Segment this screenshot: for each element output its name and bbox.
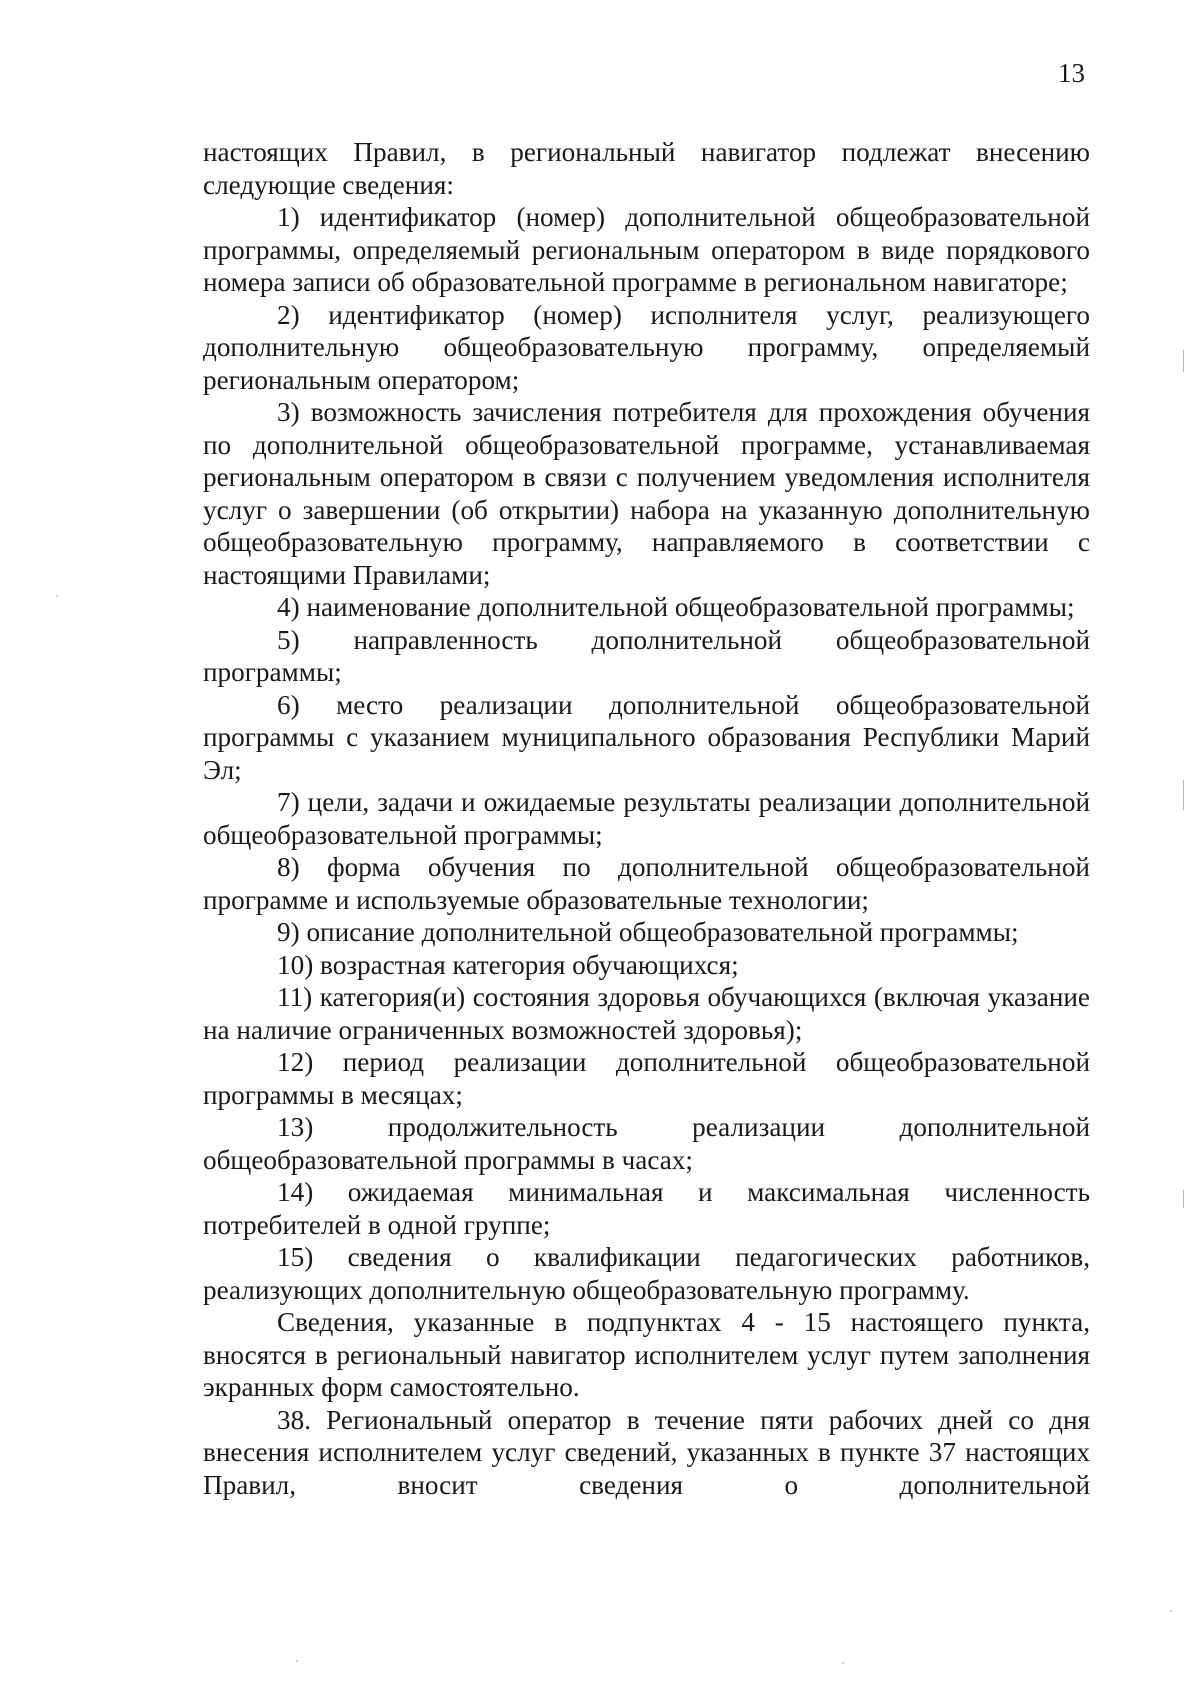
page-number: 13 [1058, 58, 1085, 88]
list-item-4: 4) наименование дополнительной общеобразовательной программы; [277, 592, 1075, 622]
list-item-14: 14) ожидаемая минимальная и максимальная численность потребителей в одной группе; [203, 1177, 1090, 1240]
list-item-2: 2) идентификатор (номер) исполнителя услуг, реализующего дополнительную общеобразовательную программу, определяемый региональным оператором; [203, 299, 1090, 395]
document-body [203, 136, 1090, 1501]
list-item-10: 10) возрастная категория обучающихся; [277, 949, 739, 980]
list-item-3: 3) возможность зачисления потребителя для прохождения обучения по дополнительной общеобразовательной программе, устанавливаемая региональным оператором в связи с получением уведомления исполнителя услуг о завершении (об открытии) набора на указанную дополнительную общеобразовательную программу, направляемого в соответствии с настоящими Правилами; [203, 397, 1090, 590]
scan-artifact [842, 1662, 844, 1664]
scan-artifact [1183, 350, 1184, 372]
list-item-9: 9) описание дополнительной общеобразовательной программы; [277, 917, 1019, 947]
list-item-11: 11) категория(и) состояния здоровья обучающихся (включая указание на наличие ограниченных возможностей здоровья); [203, 982, 1090, 1045]
list-item-1: 1) идентификатор (номер) дополнительной общеобразовательной программы, определяемый региональным оператором в виде порядкового номера записи об образовательной программе в региональном навигаторе; [203, 202, 1090, 297]
list-item-5: 5) направленность дополнительной общеобразовательной программы; [203, 624, 1090, 687]
list-item-12: 12) период реализации дополнительной общеобразовательной программы в месяцах; [203, 1047, 1090, 1110]
list-item-6: 6) место реализации дополнительной общеобразовательной программы с указанием муниципального образования Республики Марий Эл; [203, 689, 1090, 785]
list-item-15: 15) сведения о квалификации педагогических работников, реализующих дополнительную общеобразовательную программу. [203, 1242, 1090, 1305]
scan-artifact [1170, 1610, 1172, 1612]
scan-artifact [296, 1660, 298, 1662]
list-item-13: 13) продолжительность реализации дополнительной общеобразовательной программы в часах; [203, 1112, 1090, 1175]
list-item-8: 8) форма обучения по дополнительной общеобразовательной программе и используемые образовательные технологии; [203, 852, 1090, 915]
paragraph-continuation: настоящих Правил, в региональный навигатор подлежат внесению следующие сведения: [203, 137, 1090, 200]
scan-artifact [1183, 780, 1184, 810]
scan-artifact [1183, 1190, 1184, 1208]
paragraph-section-38: 38. Региональный оператор в течение пяти рабочих дней со дня внесения исполнителем услуг сведений, указанных в пункте 37 настоящих Правил, вносит сведения о дополнительной [203, 1404, 1090, 1500]
scan-artifact [56, 595, 58, 597]
list-item-7: 7) цели, задачи и ожидаемые результаты реализации дополнительной общеобразовательной программы; [203, 787, 1090, 850]
paragraph-summary: Сведения, указанные в подпунктах 4 - 15 настоящего пункта, вносятся в региональный навигатор исполнителем услуг путем заполнения экранных форм самостоятельно. [203, 1307, 1090, 1402]
